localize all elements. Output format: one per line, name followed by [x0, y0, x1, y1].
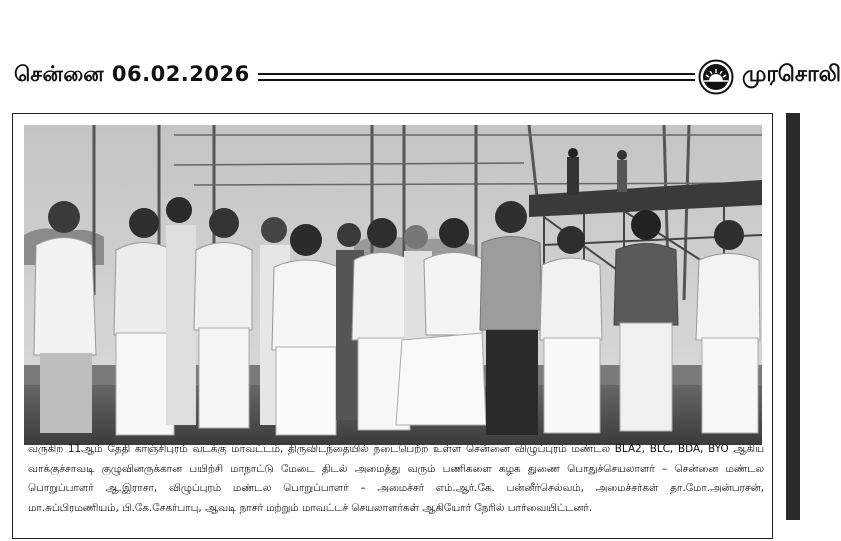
- adjacent-photo-edge: [786, 113, 800, 523]
- event-photo: [24, 125, 762, 445]
- rising-sun-emblem-icon: [698, 59, 734, 95]
- header-rule-top: [258, 73, 695, 75]
- header-rule-bottom: [258, 79, 695, 81]
- page-header: [0, 58, 841, 98]
- news-article: [12, 113, 773, 539]
- photo-caption: வருகிற 11ஆம் தேதி காஞ்சிபுரம் வடக்கு மாவட்டம், திருவிடந்தையில் நடைபெற்ற உள்ள சென்னை விழுப்புரம் மண்டல BLA2, BLC, BDA, BYO ஆகிய வாக்குச்சாவடி குழுவினருக்கான பயிற்சி மாநாட்டு மேடை திடல் அமைத்து வரும் பணிகளை கழக துணை பொதுச்செயலாளர் – சென்னை மண்டல பொறுப்பாளர் ஆ.இராசா, விழுப்புரம் மண்டல பொறுப்பாளர் – அமைச்சர் எம்.ஆர்.கே. பன்னீர்செல்வம், அமைச்சர்கள் தா.மோ.அன்பரசன், மா.சுப்பிரமணியம், பி.கே.சேகர்பாபு, ஆவடி நாசர் மற்றும் மாவட்டச் செயலாளர்கள் ஆகியோர் நேரில் பார்வையிட்டனர்.: [28, 443, 764, 514]
- dateline: சென்னை 06.02.2026: [14, 62, 250, 86]
- newspaper-name: முரசொலி: [742, 62, 841, 87]
- adjacent-caption-edge: [786, 520, 800, 541]
